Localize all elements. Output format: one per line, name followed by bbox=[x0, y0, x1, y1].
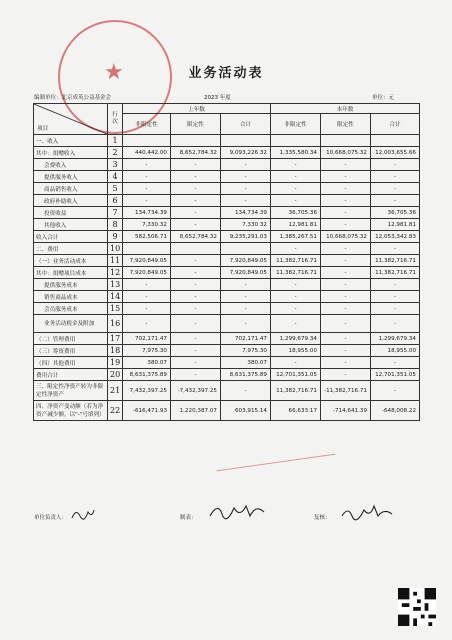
cell-prev-unrestricted: - bbox=[123, 159, 171, 171]
cell-curr-total: - bbox=[371, 183, 420, 195]
cell-prev-restricted: - bbox=[171, 219, 221, 231]
cell-curr-total: 36,705.36 bbox=[371, 207, 420, 219]
cell-prev-restricted: - bbox=[171, 171, 221, 183]
table-row bbox=[34, 207, 420, 219]
table-row bbox=[34, 159, 420, 171]
preparer-label: 制表： bbox=[180, 515, 197, 521]
row-number: 15 bbox=[108, 303, 123, 315]
table-row bbox=[34, 255, 420, 267]
row-number: 7 bbox=[108, 207, 123, 219]
cell-prev-unrestricted: 702,171.47 bbox=[123, 333, 171, 345]
year-label: 2023 年度 bbox=[204, 95, 231, 101]
cell-curr-restricted: - bbox=[321, 345, 371, 357]
header-curr-year: 本年数 bbox=[271, 104, 420, 114]
cell-curr-restricted: - bbox=[321, 171, 371, 183]
cell-prev-unrestricted: - bbox=[123, 171, 171, 183]
cell-prev-unrestricted: - bbox=[123, 315, 171, 333]
cell-prev-total: - bbox=[221, 159, 271, 171]
cell-curr-unrestricted: 11,382,716.71 bbox=[271, 381, 321, 401]
cell-prev-unrestricted: - bbox=[123, 183, 171, 195]
table-row bbox=[34, 303, 420, 315]
cell-prev-total: 134,734.39 bbox=[221, 207, 271, 219]
row-number: 1 bbox=[108, 135, 123, 147]
table-row bbox=[34, 147, 420, 159]
table-row bbox=[34, 243, 420, 255]
cell-curr-total: 12,701,351.05 bbox=[371, 369, 420, 381]
cell-prev-total: - bbox=[221, 381, 271, 401]
cell-prev-total: - bbox=[221, 291, 271, 303]
row-item-label: （二）管理费用 bbox=[34, 333, 108, 345]
cell-prev-unrestricted bbox=[123, 243, 171, 255]
row-item-label: 提供服务成本 bbox=[34, 279, 108, 291]
cell-curr-unrestricted: 36,705.36 bbox=[271, 207, 321, 219]
cell-curr-restricted: - bbox=[321, 357, 371, 369]
row-item-label: 收入合计 bbox=[34, 231, 108, 243]
cell-curr-restricted: -714,641.39 bbox=[321, 401, 371, 421]
cell-prev-unrestricted: - bbox=[123, 291, 171, 303]
cell-prev-total: 8,631,375.89 bbox=[221, 369, 271, 381]
cell-curr-total: - bbox=[371, 315, 420, 333]
cell-prev-total: 7,920,849.05 bbox=[221, 267, 271, 279]
header-curr-restricted: 限定性 bbox=[321, 114, 371, 135]
cell-curr-total: - bbox=[371, 357, 420, 369]
seal-overlay-mark bbox=[217, 454, 336, 472]
table-row bbox=[34, 369, 420, 381]
cell-prev-unrestricted bbox=[123, 135, 171, 147]
row-number: 11 bbox=[108, 255, 123, 267]
row-number: 8 bbox=[108, 219, 123, 231]
cell-curr-restricted: - bbox=[321, 243, 371, 255]
cell-prev-restricted: - bbox=[171, 183, 221, 195]
cell-prev-restricted: 8,652,784.32 bbox=[171, 231, 221, 243]
table-row bbox=[34, 345, 420, 357]
cell-curr-restricted: - bbox=[321, 291, 371, 303]
cell-curr-total: 11,382,716.71 bbox=[371, 267, 420, 279]
cell-curr-restricted: - bbox=[321, 219, 371, 231]
row-item-label: 三、限定性净资产转为非限定性净资产 bbox=[34, 381, 108, 401]
cell-curr-total: - bbox=[371, 171, 420, 183]
cell-prev-restricted: - bbox=[171, 357, 221, 369]
cell-curr-total: - bbox=[371, 159, 420, 171]
table-row bbox=[34, 291, 420, 303]
cell-curr-unrestricted: - bbox=[271, 171, 321, 183]
cell-prev-unrestricted: 8,631,375.89 bbox=[123, 369, 171, 381]
table-row bbox=[34, 315, 420, 333]
cell-curr-restricted: - bbox=[321, 195, 371, 207]
activity-table bbox=[33, 103, 420, 421]
cell-prev-restricted: - bbox=[171, 279, 221, 291]
cell-curr-unrestricted: 66,633.17 bbox=[271, 401, 321, 421]
cell-curr-total: - bbox=[371, 195, 420, 207]
reviewer-signature bbox=[340, 502, 394, 522]
preparer-signature bbox=[208, 500, 268, 522]
cell-curr-restricted: - bbox=[321, 267, 371, 279]
row-item-label: 其他收入 bbox=[34, 219, 108, 231]
cell-curr-unrestricted: 1,385,267.51 bbox=[271, 231, 321, 243]
cell-curr-total: - bbox=[371, 291, 420, 303]
cell-curr-total: 12,981.81 bbox=[371, 219, 420, 231]
row-number: 19 bbox=[108, 357, 123, 369]
cell-curr-unrestricted: - bbox=[271, 291, 321, 303]
cell-curr-total: -648,008.22 bbox=[371, 401, 420, 421]
cell-prev-unrestricted: 440,442.00 bbox=[123, 147, 171, 159]
cell-prev-total: 380.07 bbox=[221, 357, 271, 369]
table-row bbox=[34, 279, 420, 291]
row-number: 2 bbox=[108, 147, 123, 159]
table-row bbox=[34, 401, 420, 421]
cell-prev-total: 9,235,291.03 bbox=[221, 231, 271, 243]
cell-curr-restricted: 10,668,075.32 bbox=[321, 147, 371, 159]
cell-curr-total bbox=[371, 135, 420, 147]
table-row bbox=[34, 171, 420, 183]
cell-curr-total: - bbox=[371, 303, 420, 315]
cell-prev-unrestricted: 7,920,849.05 bbox=[123, 255, 171, 267]
cell-prev-unrestricted: - bbox=[123, 279, 171, 291]
cell-prev-restricted: - bbox=[171, 255, 221, 267]
row-item-label: （三）筹资费用 bbox=[34, 345, 108, 357]
row-number: 14 bbox=[108, 291, 123, 303]
cell-prev-total: - bbox=[221, 279, 271, 291]
row-item-label: 业务活动税金及附加 bbox=[34, 315, 108, 333]
cell-curr-unrestricted: - bbox=[271, 159, 321, 171]
reviewer-label: 复核： bbox=[314, 515, 331, 521]
cell-curr-restricted: - bbox=[321, 279, 371, 291]
row-number: 17 bbox=[108, 333, 123, 345]
row-number: 12 bbox=[108, 267, 123, 279]
responsible-label: 单位负责人： bbox=[34, 515, 68, 521]
table-row bbox=[34, 135, 420, 147]
cell-curr-restricted: - bbox=[321, 255, 371, 267]
organization-label: 编制单位：北京成英公益基金会 bbox=[34, 95, 112, 101]
cell-prev-unrestricted: 380.07 bbox=[123, 357, 171, 369]
cell-curr-restricted: - bbox=[321, 333, 371, 345]
cell-curr-unrestricted: 12,701,351.05 bbox=[271, 369, 321, 381]
cell-prev-unrestricted: 7,920,849.05 bbox=[123, 267, 171, 279]
cell-prev-unrestricted: 7,330.32 bbox=[123, 219, 171, 231]
cell-curr-total: 1,299,679.34 bbox=[371, 333, 420, 345]
header-prev-unrestricted: 非限定性 bbox=[123, 114, 171, 135]
cell-curr-total: - bbox=[371, 381, 420, 401]
header-prev-year: 上年数 bbox=[123, 104, 271, 114]
table-row bbox=[34, 267, 420, 279]
cell-curr-restricted: - bbox=[321, 183, 371, 195]
table-row bbox=[34, 357, 420, 369]
cell-prev-restricted: - bbox=[171, 291, 221, 303]
row-item-label: 会员服务成本 bbox=[34, 303, 108, 315]
cell-curr-restricted: - bbox=[321, 315, 371, 333]
organization-seal: ★ bbox=[58, 20, 172, 134]
cell-prev-unrestricted: 134,734.39 bbox=[123, 207, 171, 219]
cell-curr-total: 11,382,716.71 bbox=[371, 255, 420, 267]
cell-curr-restricted: -11,382,716.71 bbox=[321, 381, 371, 401]
cell-prev-restricted: -7,432,397.25 bbox=[171, 381, 221, 401]
row-number: 16 bbox=[108, 315, 123, 333]
cell-prev-restricted: - bbox=[171, 207, 221, 219]
cell-curr-unrestricted: - bbox=[271, 195, 321, 207]
row-item-label: （一）业务活动成本 bbox=[34, 255, 108, 267]
cell-prev-unrestricted: 7,432,397.25 bbox=[123, 381, 171, 401]
cell-prev-total: - bbox=[221, 315, 271, 333]
cell-prev-restricted: - bbox=[171, 303, 221, 315]
row-item-label: （四）其他费用 bbox=[34, 357, 108, 369]
cell-curr-unrestricted: 11,382,716.71 bbox=[271, 255, 321, 267]
header-curr-unrestricted: 非限定性 bbox=[271, 114, 321, 135]
header-prev-restricted: 限定性 bbox=[171, 114, 221, 135]
row-number: 13 bbox=[108, 279, 123, 291]
row-item-label: 二、费用 bbox=[34, 243, 108, 255]
cell-curr-restricted: - bbox=[321, 159, 371, 171]
row-item-label: 其中：捐赠收入 bbox=[34, 147, 108, 159]
cell-prev-restricted: - bbox=[171, 315, 221, 333]
cell-prev-total: 7,975.30 bbox=[221, 345, 271, 357]
row-number: 6 bbox=[108, 195, 123, 207]
cell-prev-total: - bbox=[221, 303, 271, 315]
qr-code-icon bbox=[398, 588, 436, 626]
table-row bbox=[34, 231, 420, 243]
page-title: 业务活动表 bbox=[188, 66, 264, 81]
row-number: 21 bbox=[108, 381, 123, 401]
cell-curr-unrestricted: - bbox=[271, 243, 321, 255]
cell-prev-total: 702,171.47 bbox=[221, 333, 271, 345]
cell-prev-unrestricted: 7,975.30 bbox=[123, 345, 171, 357]
cell-curr-restricted: - bbox=[321, 369, 371, 381]
table-row bbox=[34, 195, 420, 207]
cell-prev-unrestricted: - bbox=[123, 303, 171, 315]
cell-prev-unrestricted: 582,506.71 bbox=[123, 231, 171, 243]
cell-prev-restricted: 8,652,784.32 bbox=[171, 147, 221, 159]
row-item-label: 提供服务收入 bbox=[34, 171, 108, 183]
row-item-label: 销售商品成本 bbox=[34, 291, 108, 303]
cell-curr-unrestricted: 12,981.81 bbox=[271, 219, 321, 231]
table-row bbox=[34, 333, 420, 345]
table-row bbox=[34, 183, 420, 195]
row-number: 3 bbox=[108, 159, 123, 171]
cell-prev-restricted: 1,220,387.07 bbox=[171, 401, 221, 421]
cell-prev-restricted bbox=[171, 135, 221, 147]
row-number: 18 bbox=[108, 345, 123, 357]
header-item: 项目 bbox=[37, 126, 49, 132]
cell-curr-total: 12,003,655.66 bbox=[371, 147, 420, 159]
cell-prev-total: - bbox=[221, 195, 271, 207]
cell-prev-restricted: - bbox=[171, 345, 221, 357]
row-number: 20 bbox=[108, 369, 123, 381]
responsible-signature bbox=[70, 506, 96, 522]
cell-prev-restricted: - bbox=[171, 195, 221, 207]
cell-curr-restricted bbox=[321, 135, 371, 147]
row-number: 4 bbox=[108, 171, 123, 183]
header-prev-total: 合计 bbox=[221, 114, 271, 135]
cell-prev-total: 7,920,849.05 bbox=[221, 255, 271, 267]
cell-curr-total: 18,955.00 bbox=[371, 345, 420, 357]
cell-curr-unrestricted bbox=[271, 135, 321, 147]
row-number: 22 bbox=[108, 401, 123, 421]
cell-curr-unrestricted: - bbox=[271, 303, 321, 315]
unit-label: 单位：元 bbox=[372, 95, 395, 101]
cell-curr-unrestricted: 1,335,580.34 bbox=[271, 147, 321, 159]
row-item-label: 投资收益 bbox=[34, 207, 108, 219]
cell-curr-unrestricted: 1,299,679.34 bbox=[271, 333, 321, 345]
row-number: 10 bbox=[108, 243, 123, 255]
table-row bbox=[34, 381, 420, 401]
row-item-label: 其中：捐赠项目成本 bbox=[34, 267, 108, 279]
row-item-label: 四、净资产变动额（若为净资产减少额，以"-"号填列） bbox=[34, 401, 108, 421]
table-row bbox=[34, 219, 420, 231]
cell-prev-restricted: - bbox=[171, 333, 221, 345]
cell-curr-total: 12,053,342.83 bbox=[371, 231, 420, 243]
cell-curr-restricted: - bbox=[321, 303, 371, 315]
row-number: 9 bbox=[108, 231, 123, 243]
cell-prev-total: - bbox=[221, 171, 271, 183]
cell-curr-unrestricted: - bbox=[271, 315, 321, 333]
cell-prev-total: 9,093,226.32 bbox=[221, 147, 271, 159]
cell-curr-unrestricted: - bbox=[271, 279, 321, 291]
header-curr-total: 合计 bbox=[371, 114, 420, 135]
row-item-label: 费用合计 bbox=[34, 369, 108, 381]
row-item-label: 会费收入 bbox=[34, 159, 108, 171]
cell-prev-total bbox=[221, 135, 271, 147]
cell-curr-restricted: - bbox=[321, 207, 371, 219]
row-item-label: 政府补助收入 bbox=[34, 195, 108, 207]
row-item-label: 商品销售收入 bbox=[34, 183, 108, 195]
cell-prev-total: 603,915.14 bbox=[221, 401, 271, 421]
cell-curr-unrestricted: - bbox=[271, 183, 321, 195]
cell-prev-restricted: - bbox=[171, 369, 221, 381]
header-row-no: 行次 bbox=[108, 104, 123, 135]
cell-prev-total bbox=[221, 243, 271, 255]
cell-curr-total: - bbox=[371, 243, 420, 255]
cell-prev-total: - bbox=[221, 183, 271, 195]
row-number: 5 bbox=[108, 183, 123, 195]
cell-prev-restricted bbox=[171, 243, 221, 255]
cell-prev-restricted: - bbox=[171, 267, 221, 279]
row-item-label: 一、收入 bbox=[34, 135, 108, 147]
cell-curr-restricted: 10,668,075.32 bbox=[321, 231, 371, 243]
cell-prev-unrestricted: - bbox=[123, 195, 171, 207]
cell-curr-total: - bbox=[371, 279, 420, 291]
header-item-cell bbox=[34, 104, 108, 135]
cell-prev-total: 7,330.32 bbox=[221, 219, 271, 231]
cell-curr-unrestricted: - bbox=[271, 357, 321, 369]
cell-curr-unrestricted: 18,955.00 bbox=[271, 345, 321, 357]
cell-prev-restricted: - bbox=[171, 159, 221, 171]
cell-prev-unrestricted: -616,471.93 bbox=[123, 401, 171, 421]
cell-curr-unrestricted: 11,382,716.71 bbox=[271, 267, 321, 279]
